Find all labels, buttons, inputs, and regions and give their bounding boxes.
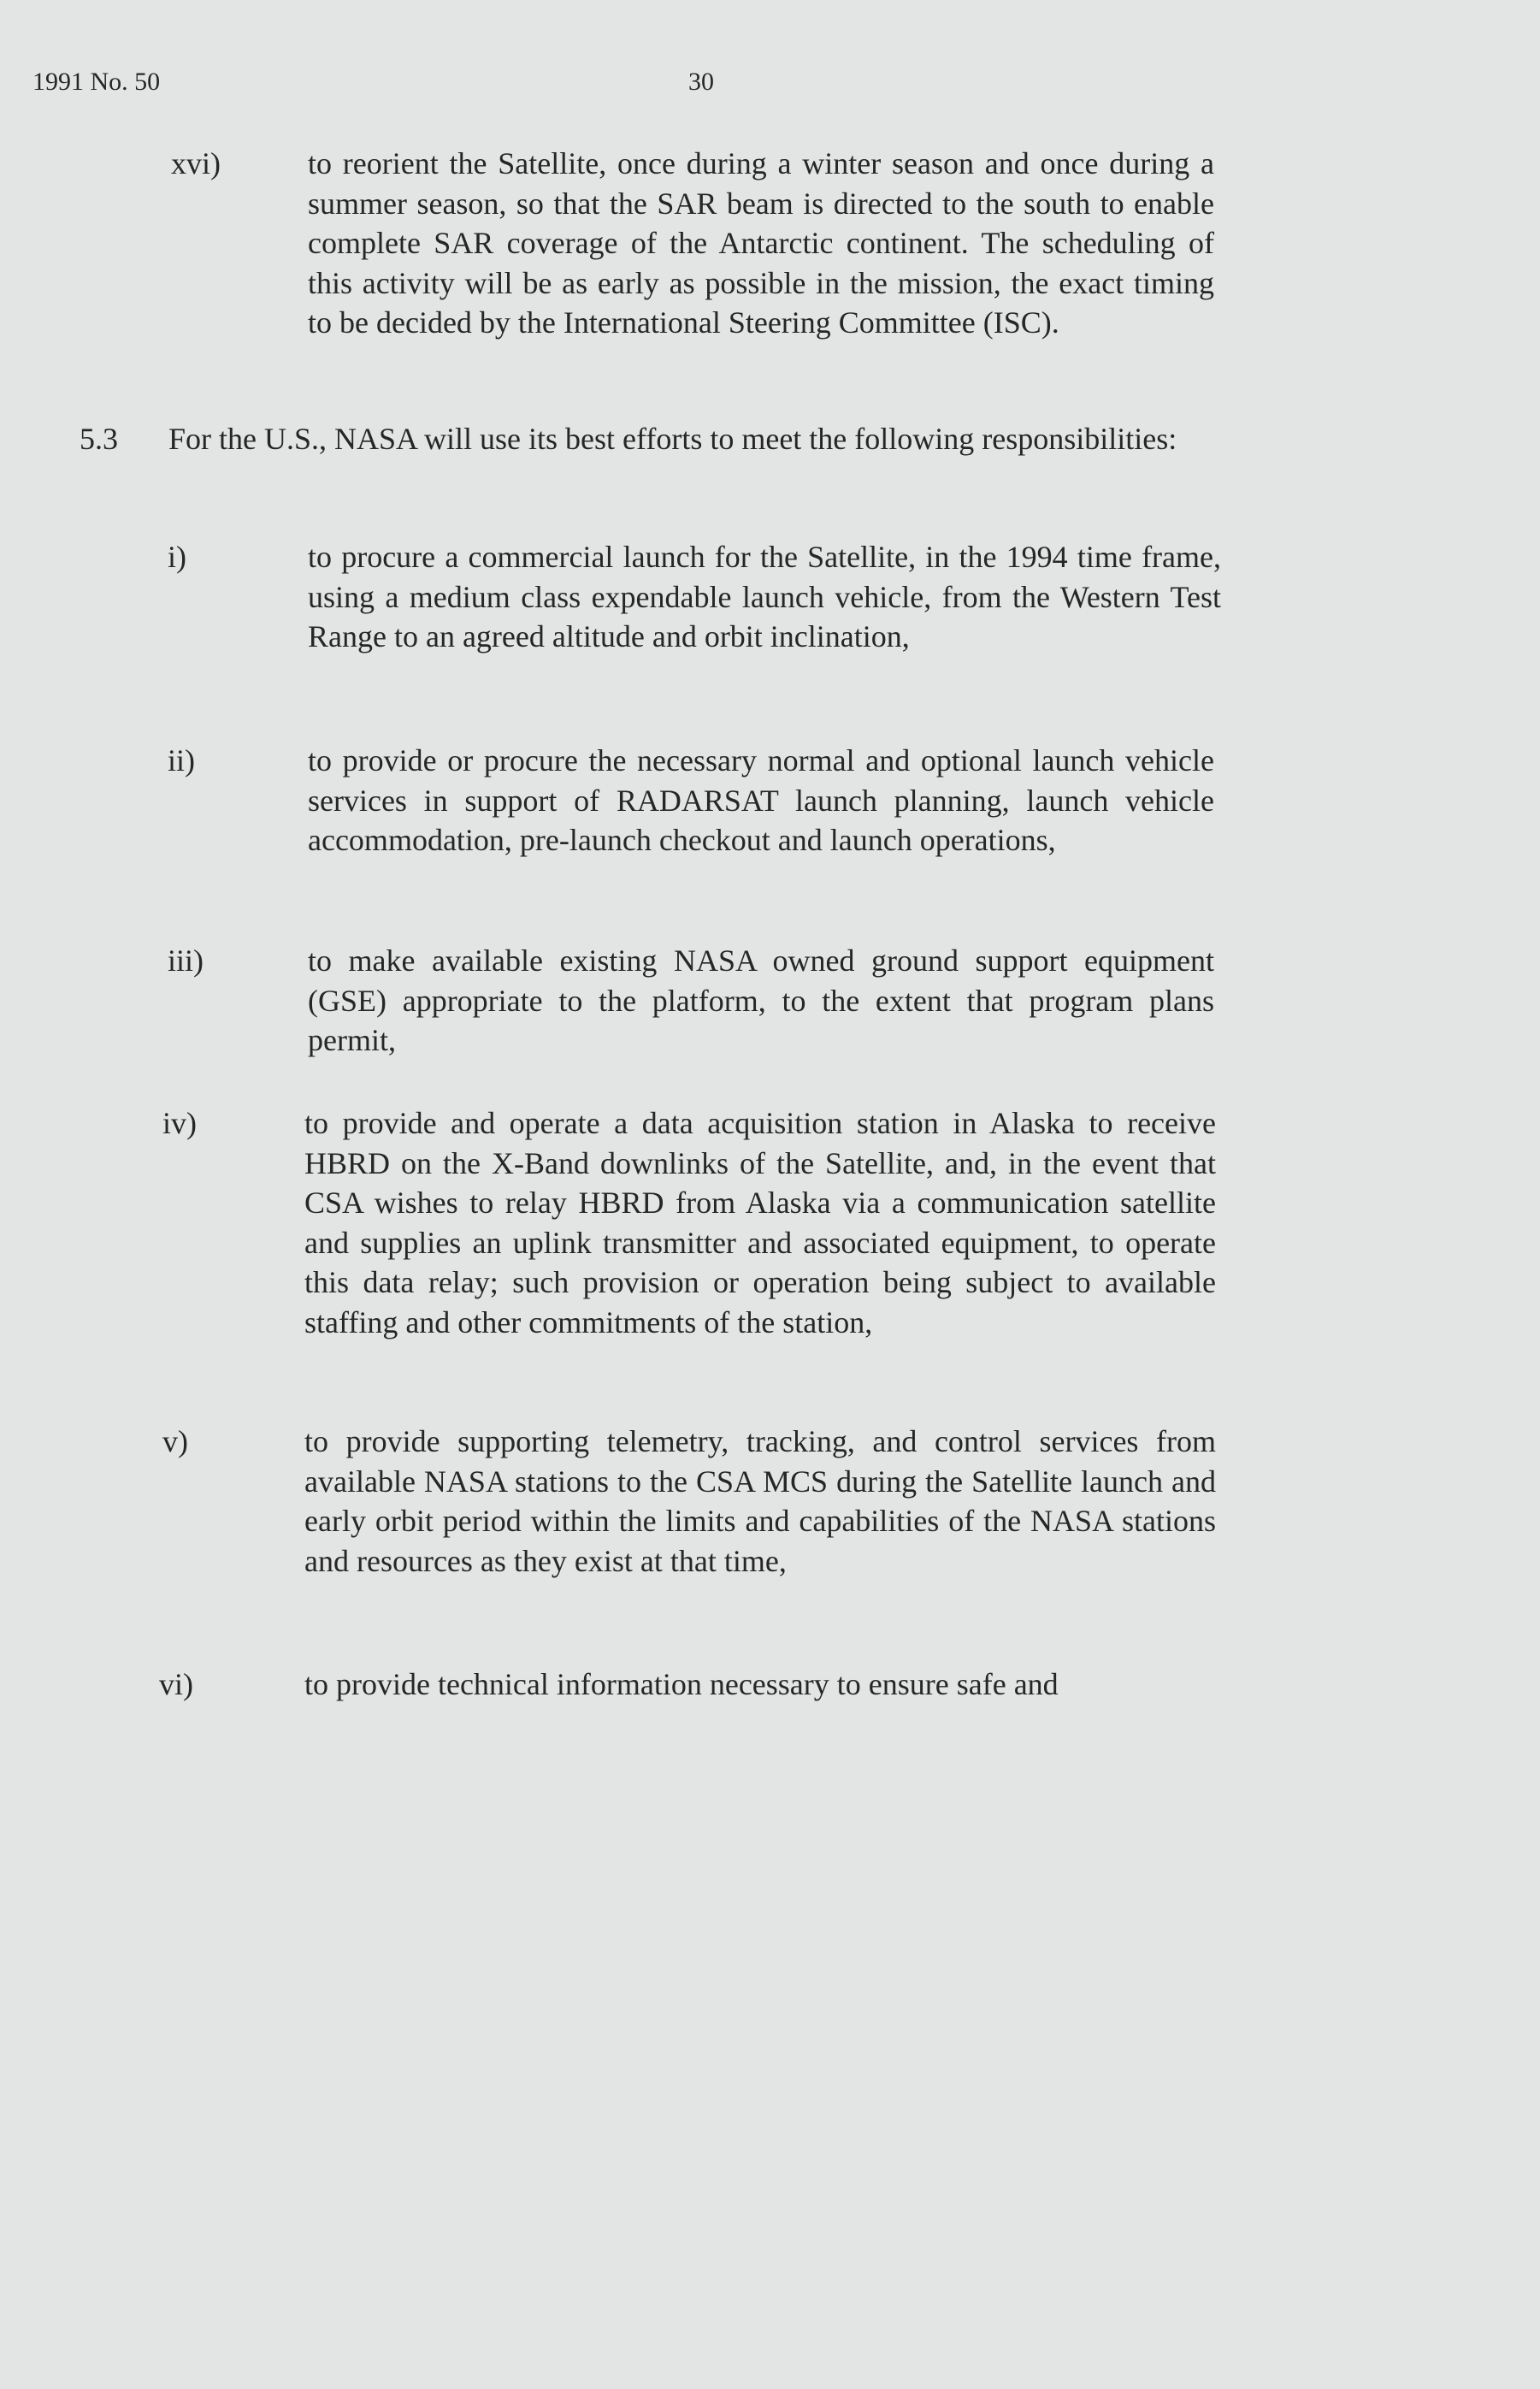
sub-item-label-vi: vi)	[159, 1667, 193, 1701]
sub-item-text-v: to provide supporting telemetry, tracking, and control services from available NASA stations to the CSA MCS during the Satellite launch and early orbit period within the limits and capabilities of the NASA stations and resources as they exist at that time,	[304, 1424, 1216, 1578]
sub-item-label-ii: ii)	[168, 743, 195, 778]
sub-item-label-iii: iii)	[168, 943, 204, 978]
page-header-reference: 1991 No. 50	[32, 68, 161, 96]
section-number: 5.3	[80, 422, 118, 456]
sub-item-text-ii: to provide or procure the necessary normal and optional launch vehicle services in support of RADARSAT launch planning, launch vehicle accommodation, pre-launch checkout and launch operations,	[308, 743, 1214, 857]
section-intro-text: For the U.S., NASA will use its best efforts to meet the following responsibilities:	[168, 422, 1177, 456]
sub-item-label-i: i)	[168, 540, 186, 574]
sub-item-label-v: v)	[162, 1424, 188, 1458]
sub-item-text-iv: to provide and operate a data acquisition station in Alaska to receive HBRD on the X-Band downlinks of the Satellite, and, in the event that CSA wishes to relay HBRD from Alaska via a communication satellite and supplies an uplink transmitter and associated equipment, to operate this data relay; such provision or operation being subject to available staffing and other commitments of the station,	[304, 1106, 1216, 1339]
sub-item-text-vi: to provide technical information necessary to ensure safe and	[304, 1667, 1059, 1701]
item-text-xvi: to reorient the Satellite, once during a winter season and once during a summer season, so that the SAR beam is directed to the south to enable complete SAR coverage of the Antarctic continent. The scheduling of this activity will be as early as possible in the mission, the exact timing to be decided by the International Steering Committee (ISC).	[308, 146, 1214, 340]
sub-item-text-iii: to make available existing NASA owned ground support equipment (GSE) appropriate to the platform, to the extent that program plans permit,	[308, 943, 1214, 1057]
page-number: 30	[688, 68, 714, 96]
sub-item-text-i: to procure a commercial launch for the Satellite, in the 1994 time frame, using a medium class expendable launch vehicle, from the Western Test Range to an agreed altitude and orbit inclination,	[308, 540, 1221, 653]
sub-item-label-iv: iv)	[162, 1106, 197, 1140]
item-label-xvi: xvi)	[171, 146, 221, 180]
